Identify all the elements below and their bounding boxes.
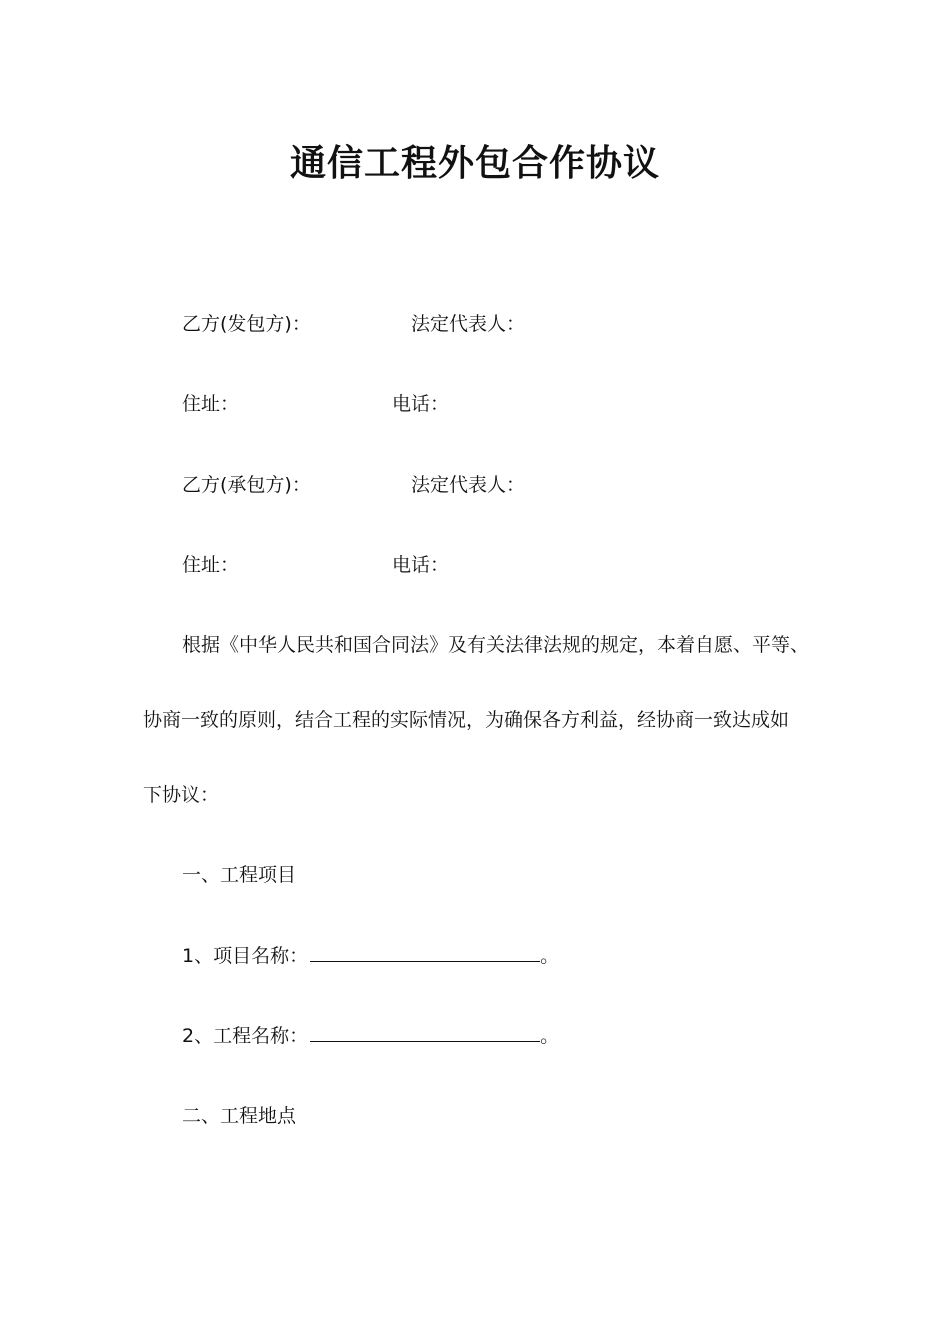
party-a-phone: 电话： — [392, 393, 450, 415]
party-b-representative: 法定代表人： — [411, 474, 526, 496]
party-b-address: 住址： — [182, 554, 240, 576]
project-name-end: 。 — [540, 945, 560, 967]
party-b-phone: 电话： — [392, 554, 450, 576]
section-1-heading: 一、工程项目 — [182, 864, 297, 886]
project-name-line — [182, 942, 559, 970]
preamble-line-1: 根据《中华人民共和国合同法》及有关法律法规的规定，本着自愿、平等、 — [182, 634, 810, 656]
project-name-blank — [310, 943, 540, 962]
section-2-heading: 二、工程地点 — [182, 1105, 297, 1127]
party-a-representative: 法定代表人： — [411, 313, 526, 335]
party-a-label: 乙方(发包方)： — [182, 313, 311, 335]
engineering-name-label: 2、工程名称： — [182, 1025, 309, 1047]
engineering-name-end: 。 — [540, 1025, 560, 1047]
project-name-label: 1、项目名称： — [182, 945, 309, 967]
party-a-address: 住址： — [182, 393, 240, 415]
document-title: 通信工程外包合作协议 — [289, 143, 660, 184]
preamble-line-2: 协商一致的原则，结合工程的实际情况，为确保各方利益，经协商一致达成如 — [143, 709, 790, 731]
engineering-name-blank — [310, 1023, 540, 1042]
party-b-label: 乙方(承包方)： — [182, 474, 311, 496]
engineering-name-line — [182, 1022, 559, 1050]
preamble-line-3: 下协议： — [143, 784, 220, 806]
